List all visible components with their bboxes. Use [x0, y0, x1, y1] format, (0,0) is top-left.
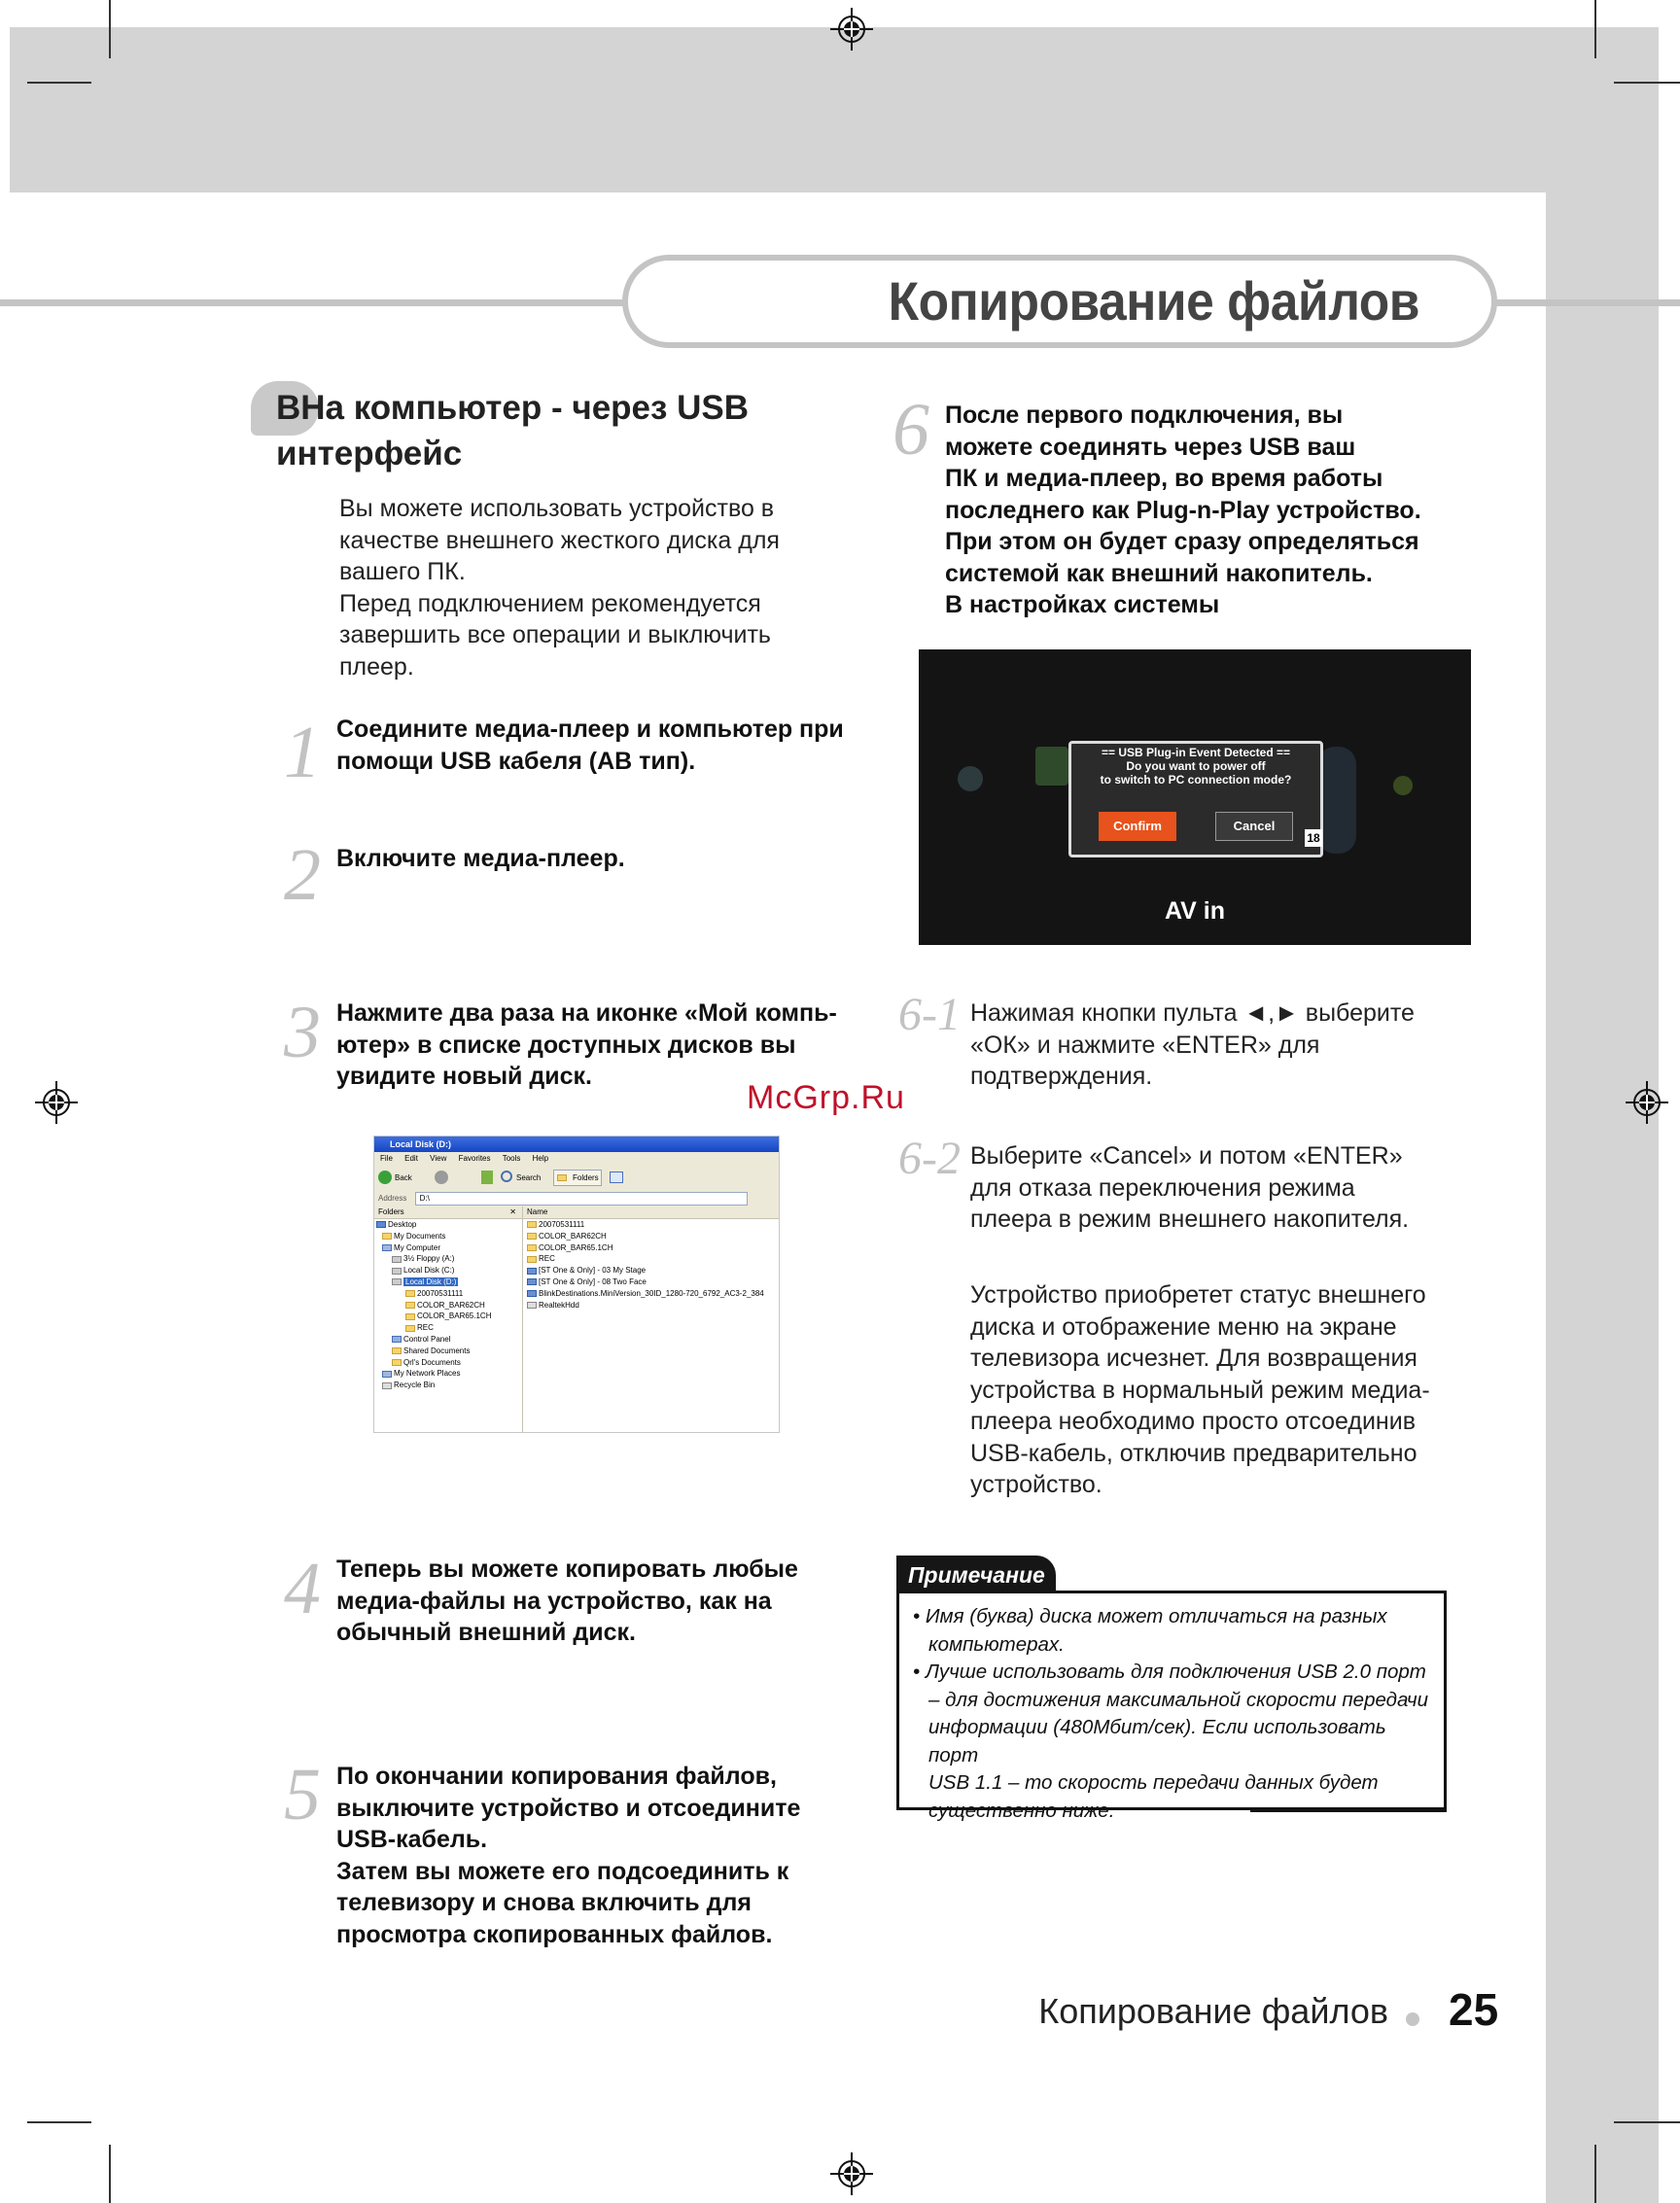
status-paragraph: [970, 1279, 1515, 1501]
file-label: [ST One & Only] - 08 Two Face: [539, 1276, 647, 1286]
step-line: можете соединять через USB ваш: [945, 433, 1356, 461]
tree-label: My Documents: [394, 1231, 446, 1241]
tree-item: [374, 1334, 522, 1346]
cancel-button: Cancel: [1215, 812, 1293, 841]
tree-label: My Computer: [394, 1242, 441, 1252]
substep-6-1-text: [970, 997, 1495, 1093]
menu-item: Favorites: [458, 1154, 491, 1163]
page-number: 25: [1449, 1984, 1499, 2035]
file-item: [523, 1253, 779, 1265]
step-number: 6: [892, 389, 929, 471]
registration-mark-icon: [830, 8, 873, 51]
tree-label: Desktop: [388, 1220, 417, 1229]
step-line: медиа-файлы на устройство, как на: [336, 1587, 772, 1615]
step-number: 4: [284, 1548, 321, 1629]
explorer-menubar: [374, 1152, 779, 1166]
step-line: Нажмите два раза на иконке «Мой компь-: [336, 999, 837, 1027]
substep-number: 6-1: [898, 989, 961, 1040]
file-label: COLOR_BAR62CH: [539, 1231, 607, 1241]
step-number: 5: [284, 1754, 321, 1836]
step-line: При этом он будет сразу определяться: [945, 528, 1419, 555]
file-item: [523, 1288, 779, 1300]
file-item: [523, 1231, 779, 1242]
channel-badge: 18: [1305, 829, 1322, 847]
files-header-label: Name: [527, 1207, 548, 1216]
dialog-line: to switch to PC connection mode?: [1100, 773, 1292, 787]
note-line: • Имя (буква) диска может отличаться на разных: [913, 1605, 1387, 1627]
tree-item-selected: [374, 1276, 522, 1288]
tree-item: [374, 1231, 522, 1242]
back-label: Back: [395, 1173, 412, 1182]
intro-line: завершить все операции и выключить: [339, 621, 771, 648]
step-2-text: [336, 843, 881, 875]
note-item: [913, 1603, 1438, 1659]
page-title: Копирование файлов: [888, 270, 1419, 332]
step-line: USB-кабель.: [336, 1826, 488, 1853]
crop-mark: [1594, 2145, 1596, 2203]
step-line: ютер» в списке доступных дисков вы: [336, 1031, 796, 1059]
drive-icon: [392, 1278, 402, 1285]
status-line: телевизора исчезнет. Для возвращения: [970, 1345, 1418, 1372]
crop-mark: [27, 82, 91, 84]
search-icon: [501, 1171, 512, 1182]
note-line: – для достижения максимальной скорости передачи: [928, 1688, 1429, 1711]
status-line: диска и отображение меню на экране: [970, 1312, 1397, 1341]
folder-icon: [405, 1325, 415, 1332]
folders-label: Folders: [573, 1173, 599, 1182]
folder-icon: [527, 1233, 537, 1240]
tv-background-figure: [1317, 747, 1356, 854]
note-line: компьютерах.: [928, 1632, 1065, 1656]
folder-icon: [382, 1233, 392, 1240]
tree-label: 20070531111: [417, 1288, 464, 1298]
explorer-title: Local Disk (D:): [374, 1136, 779, 1152]
note-label: Примечание: [896, 1556, 1056, 1592]
tree-item: [374, 1322, 522, 1334]
watermark: McGrp.Ru: [747, 1079, 905, 1116]
crop-mark: [27, 2121, 91, 2123]
substep-number: 6-2: [898, 1133, 961, 1184]
substep-line: Выберите «Cancel» и потом «ENTER»: [970, 1142, 1403, 1170]
tree-item: [374, 1219, 522, 1231]
intro-line: качестве внешнего жесткого диска для: [339, 526, 780, 554]
folder-icon: [392, 1347, 402, 1354]
computer-icon: [382, 1244, 392, 1251]
step-6-text: [945, 400, 1489, 621]
step-line: системой как внешний накопитель.: [945, 559, 1373, 587]
folder-icon: [527, 1221, 537, 1228]
substep-line: для отказа переключения режима: [970, 1173, 1355, 1202]
tv-screenshot: [919, 649, 1471, 945]
step-line: просмотра скопированных файлов.: [336, 1920, 773, 1948]
note-line: информации (480Мбит/сек). Если использовать порт: [928, 1716, 1386, 1766]
step-line: Затем вы можете его подсоединить к: [336, 1857, 789, 1885]
file-item: [523, 1265, 779, 1276]
status-line: устройства в нормальный режим медиа-: [970, 1376, 1430, 1404]
file-item: [523, 1219, 779, 1231]
step-line: телевизору и снова включить для: [336, 1889, 752, 1916]
step-line: выключите устройство и отсоедините: [336, 1794, 801, 1822]
file-label: 20070531111: [539, 1220, 585, 1229]
tree-item: [374, 1357, 522, 1369]
dialog-line: == USB Plug-in Event Detected ==: [1101, 746, 1291, 759]
folder-icon: [405, 1302, 415, 1309]
av-input-label: AV in: [1164, 897, 1226, 925]
forward-icon: [435, 1171, 448, 1184]
step-line: последнего как Plug-n-Play устройство.: [945, 496, 1421, 524]
video-file-icon: [527, 1290, 537, 1297]
tree-label: My Network Places: [394, 1369, 461, 1379]
intro-line: Перед подключением рекомендуется: [339, 589, 761, 617]
crop-mark: [109, 0, 111, 58]
video-file-icon: [527, 1268, 537, 1275]
file-item: [523, 1242, 779, 1254]
section-heading: ВНа компьютер - через USB интерфейс: [276, 389, 750, 472]
folder-icon: [527, 1244, 537, 1251]
substep-line: подтверждения.: [970, 1063, 1153, 1090]
status-line: Устройство приобретет статус внешнего: [970, 1281, 1426, 1309]
tree-label: Local Disk (D:): [405, 1276, 457, 1286]
menu-item: Tools: [502, 1154, 521, 1163]
file-label: BlinkDestinations.MiniVersion_30ID_1280-720_6792_AC3-2_384: [539, 1288, 764, 1298]
tree-item: [374, 1311, 522, 1322]
step-1-text: [336, 714, 881, 777]
status-line: устройство.: [970, 1471, 1102, 1498]
menu-item: View: [430, 1154, 447, 1163]
step-line: помощи USB кабеля (AB тип).: [336, 747, 696, 775]
folder-icon: [405, 1313, 415, 1320]
step-line: В настройках системы: [945, 591, 1220, 618]
substep-line: Нажимая кнопки пульта ◄,► выберите: [970, 999, 1415, 1027]
tree-item: [374, 1288, 522, 1300]
step-line: обычный внешний диск.: [336, 1619, 636, 1646]
file-icon: [527, 1302, 537, 1309]
tree-item: [374, 1265, 522, 1276]
drive-icon: [392, 1268, 402, 1275]
tv-background-thumbnail: [1035, 747, 1068, 786]
address-label: Address: [378, 1194, 407, 1203]
crop-mark: [1614, 82, 1680, 84]
folder-icon: [405, 1290, 415, 1297]
explorer-screenshot: [373, 1136, 780, 1433]
step-line: ПК и медиа-плеер, во время работы: [945, 465, 1383, 492]
file-item: [523, 1300, 779, 1311]
tv-background-thumbnail: [958, 766, 983, 791]
usb-dialog-message: [1071, 746, 1320, 787]
registration-mark-icon: [1626, 1081, 1668, 1124]
folders-pane: [374, 1206, 523, 1432]
file-label: COLOR_BAR65.1CH: [539, 1242, 613, 1252]
note-line: USB 1.1 – то скорость передачи данных будет: [928, 1771, 1379, 1794]
close-icon: ✕: [509, 1207, 516, 1216]
file-label: REC: [539, 1254, 555, 1264]
files-header: [523, 1206, 779, 1219]
video-file-icon: [527, 1278, 537, 1285]
registration-mark-icon: [830, 2152, 873, 2195]
note-box: [896, 1591, 1447, 1822]
menu-item: Edit: [404, 1154, 418, 1163]
address-value: D:\: [419, 1193, 430, 1203]
step-line: Теперь вы можете копировать любые: [336, 1556, 798, 1583]
tree-label: REC: [417, 1323, 434, 1333]
step-line: По окончании копирования файлов,: [336, 1763, 777, 1790]
status-line: плеера необходимо просто отсоединив: [970, 1408, 1416, 1435]
folder-icon: [392, 1359, 402, 1366]
step-line: Соедините медиа-плеер и компьютер при: [336, 716, 844, 743]
step-5-text: [336, 1761, 881, 1950]
usb-dialog: [1068, 741, 1323, 857]
note-item: [913, 1659, 1438, 1825]
status-line: USB-кабель, отключив предварительно: [970, 1439, 1418, 1467]
dialog-line: Do you want to power off: [1126, 759, 1266, 773]
tree-label: Local Disk (C:): [403, 1266, 455, 1276]
step-4-text: [336, 1554, 881, 1649]
header-band: [10, 27, 1659, 192]
tree-item: [374, 1380, 522, 1391]
desktop-icon: [376, 1221, 386, 1228]
floppy-icon: [392, 1256, 402, 1263]
file-label: RealtekHdd: [539, 1300, 579, 1310]
footer-title: Копирование файлов: [1038, 1991, 1388, 2031]
menu-item: Help: [532, 1154, 549, 1163]
tree-label: COLOR_BAR65.1CH: [417, 1311, 492, 1321]
substep-line: плеера в режим внешнего накопителя.: [970, 1206, 1410, 1233]
tree-label: COLOR_BAR62CH: [417, 1300, 485, 1310]
intro-line: вашего ПК.: [339, 558, 466, 585]
folders-header: [374, 1206, 522, 1219]
control-panel-icon: [392, 1336, 402, 1343]
step-3-text: [336, 997, 891, 1093]
step-line: После первого подключения, вы: [945, 402, 1344, 429]
step-line: Включите медиа-плеер.: [336, 845, 625, 872]
substep-6-2-text: [970, 1140, 1495, 1236]
step-line: увидите новый диск.: [336, 1063, 592, 1090]
back-icon: [378, 1171, 392, 1184]
tree-label: Qrl's Documents: [403, 1357, 461, 1367]
step-number: 2: [284, 834, 321, 916]
tree-label: Control Panel: [403, 1334, 451, 1344]
views-icon: [610, 1171, 623, 1183]
tree-item: [374, 1242, 522, 1254]
crop-mark: [1594, 0, 1596, 58]
up-folder-icon: [481, 1171, 493, 1184]
explorer-toolbar: [374, 1166, 779, 1192]
network-icon: [382, 1371, 392, 1378]
folders-header-label: Folders: [378, 1207, 404, 1216]
crop-mark: [1614, 2121, 1680, 2123]
tree-item: [374, 1346, 522, 1357]
tree-item: [374, 1253, 522, 1265]
substep-line: «ОК» и нажмите «ENTER» для: [970, 1031, 1320, 1059]
file-item: [523, 1276, 779, 1288]
intro-line: плеер.: [339, 652, 414, 681]
tree-label: Shared Documents: [403, 1346, 471, 1355]
crop-mark: [109, 2145, 111, 2203]
address-field: [415, 1192, 748, 1206]
tree-label: Recycle Bin: [394, 1381, 436, 1390]
explorer-addressbar: [374, 1191, 779, 1206]
tree-label: 3½ Floppy (A:): [403, 1254, 455, 1264]
files-pane: [523, 1206, 779, 1432]
note-line: существенно ниже.: [928, 1799, 1115, 1822]
footer-bullet: [1406, 2012, 1419, 2026]
tv-background-thumbnail: [1393, 776, 1413, 795]
recycle-bin-icon: [382, 1382, 392, 1389]
confirm-button: Confirm: [1099, 812, 1176, 841]
note-line: • Лучше использовать для подключения USB 2.0 порт: [913, 1661, 1426, 1683]
step-number: 3: [284, 992, 321, 1073]
search-label: Search: [516, 1173, 542, 1182]
intro-paragraph: [339, 493, 845, 682]
menu-item: File: [380, 1154, 393, 1163]
registration-mark-icon: [35, 1081, 78, 1124]
tree-item: [374, 1300, 522, 1311]
step-number: 1: [284, 712, 321, 793]
intro-line: Вы можете использовать устройство в: [339, 495, 775, 522]
folder-icon: [557, 1174, 567, 1181]
tree-item: [374, 1368, 522, 1380]
folder-icon: [527, 1256, 537, 1263]
file-label: [ST One & Only] - 03 My Stage: [539, 1266, 647, 1276]
